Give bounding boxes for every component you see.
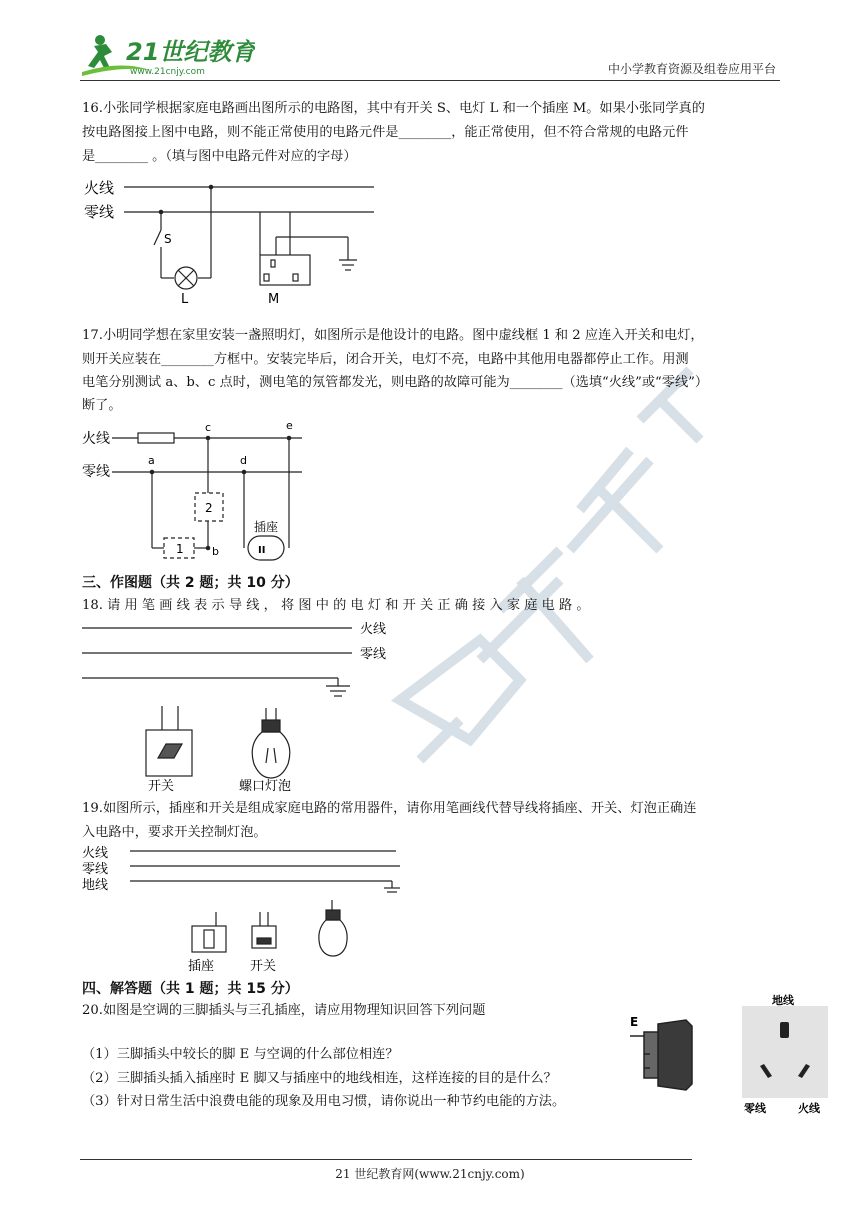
q17-neutral-label: 零线 [82, 464, 110, 480]
q16-l-label: L [181, 292, 189, 307]
q16-neutral-label: 零线 [84, 203, 115, 221]
q17-e-label: e [286, 419, 293, 432]
q19-wiring-diagram [82, 842, 412, 974]
section-3-title: 三、作图题（共 2 题；共 10 分） [82, 575, 299, 591]
site-logo [80, 30, 255, 78]
q17-line1: 17.小明同学想在家里安装一盏照明灯，如图所示是他设计的电路。图中虚线框 1 和 2 应连入开关和电灯， [82, 328, 704, 343]
q19-line2: 入电路中，要求开关控制灯泡。 [82, 825, 267, 840]
q20-sub3: （3）针对日常生活中浪费电能的现象及用电习惯，请你说出一种节约电能的方法。 [82, 1094, 566, 1109]
q16-live-label: 火线 [84, 179, 115, 197]
q17-live-label: 火线 [82, 431, 110, 447]
q16-line3: 是________ 。（填与图中电路元件对应的字母） [82, 149, 357, 164]
q17-box1-label: 1 [176, 542, 184, 556]
q20-e-label: E [630, 1015, 639, 1029]
header-divider [80, 80, 780, 81]
q18-wiring-diagram [82, 618, 402, 798]
q18-bulb-label: 螺口灯泡 [239, 779, 292, 794]
q17-a-label: a [148, 454, 155, 467]
q16-line1: 16.小张同学根据家庭电路画出图所示的电路图，其中有开关 S、电灯 L 和一个插座 M。如果小张同学真的 [82, 101, 705, 116]
platform-name: 中小学教育资源及组卷应用平台 [607, 62, 776, 76]
logo-main-text: 21世纪教育 [126, 38, 255, 66]
q16-s-label: S [164, 232, 172, 246]
q20-ground-label: 地线 [772, 994, 794, 1007]
q19-line1: 19.如图所示，插座和开关是组成家庭电路的常用器件，请你用笔画线代替导线将插座、开关、灯泡正确连 [82, 801, 697, 816]
q20-intro: 20.如图是空调的三脚插头与三孔插座，请应用物理知识回答下列问题 [82, 1003, 486, 1018]
q18-neutral-label: 零线 [360, 647, 387, 662]
q18-text: 18. 请 用 笔 画 线 表 示 导 线 ， 将 图 中 的 电 灯 和 开 关 正 确 接 入 家 庭 电 路 。 [82, 598, 590, 613]
q20-sub1: （1）三脚插头中较长的脚 E 与空调的什么部位相连？ [82, 1047, 399, 1062]
footer-text: 21 世纪教育网(www.21cnjy.com) [335, 1167, 525, 1181]
logo-sub-text: www.21cnjy.com [130, 67, 205, 77]
q17-box2-label: 2 [205, 501, 213, 515]
q19-neutral-label: 零线 [82, 862, 109, 877]
q20-live-label: 火线 [798, 1102, 820, 1115]
q16-m-label: M [268, 292, 280, 307]
q20-neutral-label: 零线 [744, 1102, 766, 1115]
footer-divider [80, 1159, 692, 1160]
svg-text:II: II [258, 545, 266, 556]
q18-switch-label: 开关 [148, 779, 175, 794]
q17-circuit-diagram [82, 418, 312, 568]
q17-d-label: d [240, 454, 247, 467]
section-4-title: 四、解答题（共 1 题；共 15 分） [82, 981, 299, 997]
q17-b-label: b [212, 545, 219, 558]
watermark [360, 340, 740, 840]
q19-ground-label: 地线 [82, 878, 109, 893]
q19-live-label: 火线 [82, 846, 109, 861]
q17-socket-label: 插座 [254, 520, 279, 534]
q17-line3: 电笔分别测试 a、b、c 点时，测电笔的氖管都发光，则电路的故障可能为________（选填“火线”或“零线”） [82, 375, 709, 390]
q19-switch-label: 开关 [250, 959, 277, 974]
q17-line4: 断了。 [82, 398, 122, 413]
q20-plug-image [628, 1012, 704, 1098]
q19-socket-label: 插座 [188, 959, 215, 974]
q20-sub2: （2）三脚插头插入插座时 E 脚又与插座中的地线相连，这样连接的目的是什么？ [82, 1071, 557, 1086]
q17-c-label: c [205, 421, 212, 434]
q16-line2: 按电路图接上图中电路，则不能正常使用的电路元件是________，能正常使用，但不符合常规的电路元件 [82, 125, 689, 140]
q18-live-label: 火线 [360, 622, 387, 637]
q16-circuit-diagram [84, 175, 384, 315]
q20-socket-image [742, 994, 828, 1116]
q17-line2: 则开关应装在________方框中。安装完毕后，闭合开关，电灯不亮，电路中其他用电器都停止工作。用测 [82, 352, 689, 367]
